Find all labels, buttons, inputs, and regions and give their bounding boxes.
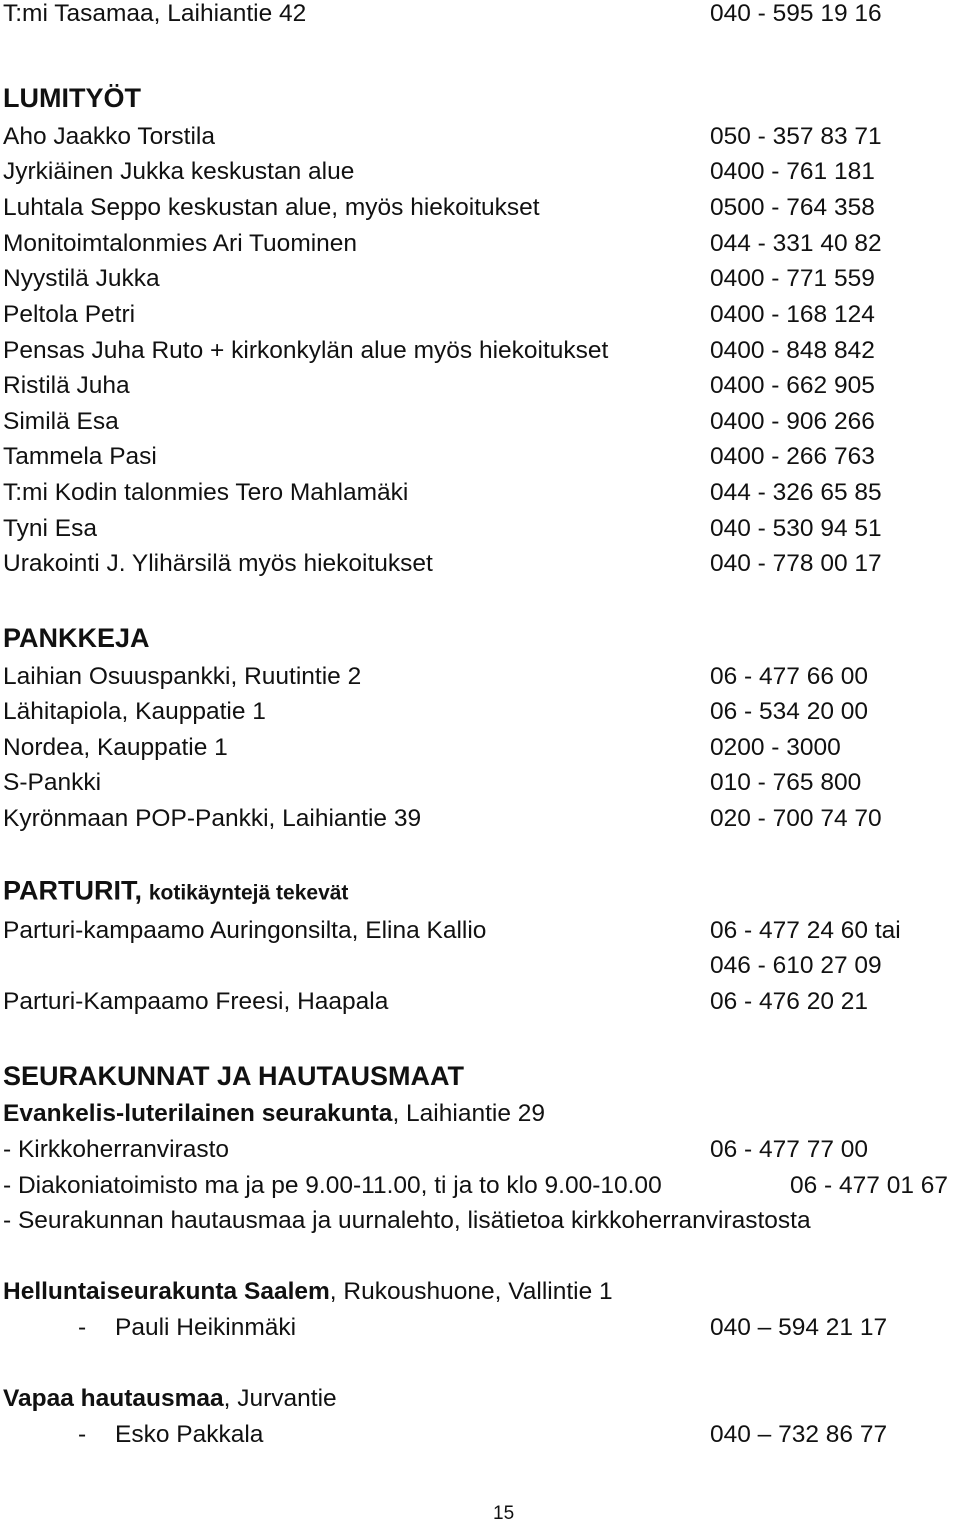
list-item-phone: 06 - 534 20 00 [710, 698, 869, 725]
list-item-phone: 06 - 477 24 60 tai [710, 917, 901, 944]
list-item-phone: 0400 - 848 842 [710, 337, 875, 364]
contact-phone: 040 – 732 86 77 [710, 1421, 888, 1448]
section-heading-lumityot: LUMITYÖT [3, 83, 141, 113]
list-item-phone: 0400 - 771 559 [710, 265, 875, 292]
list-item-phone: 0400 - 761 181 [710, 158, 875, 185]
list-item-phone: 0400 - 168 124 [710, 301, 875, 328]
contact-person: Esko Pakkala [115, 1421, 264, 1448]
list-item-name: S-Pankki [3, 769, 102, 796]
sub-item-phone: 06 - 477 77 00 [710, 1136, 869, 1163]
list-item-name: Similä Esa [3, 408, 119, 435]
bullet-dash: - [78, 1314, 87, 1341]
contact-person: Pauli Heikinmäki [115, 1314, 297, 1341]
section-subheading: kotikäyntejä tekevät [148, 881, 349, 905]
contact-phone: 040 – 594 21 17 [710, 1314, 888, 1341]
section-heading-text: PARTURIT, [3, 875, 142, 906]
list-item-phone: 040 - 530 94 51 [710, 515, 882, 542]
list-item-name: Nyystilä Jukka [3, 265, 160, 292]
list-item-phone: 020 - 700 74 70 [710, 805, 882, 832]
list-item-name: Parturi-Kampaamo Freesi, Haapala [3, 988, 389, 1015]
list-item-name: Nordea, Kauppatie 1 [3, 734, 228, 761]
organization-line [3, 1100, 545, 1128]
organization-name: Helluntaiseurakunta Saalem [3, 1278, 330, 1305]
list-item-name: Pensas Juha Ruto + kirkonkylän alue myös hiekoitukset [3, 337, 609, 364]
list-item-phone: 050 - 357 83 71 [710, 123, 882, 150]
organization-name: Vapaa hautausmaa [3, 1385, 224, 1412]
list-item-name: Lähitapiola, Kauppatie 1 [3, 698, 266, 725]
section-heading-parturit [3, 877, 348, 908]
list-item-name: Luhtala Seppo keskustan alue, myös hiekoitukset [3, 194, 540, 221]
sub-item-text: - Diakoniatoimisto ma ja pe 9.00-11.00, ti ja to klo 9.00-10.00 [3, 1172, 662, 1199]
list-item-phone-secondary: 046 - 610 27 09 [710, 952, 882, 979]
organization-name: Evankelis-luterilainen seurakunta [3, 1100, 393, 1127]
organization-address: , Rukoushuone, Vallintie 1 [329, 1278, 613, 1305]
sub-item-phone: 06 - 477 01 67 [790, 1172, 949, 1199]
list-item-name: Tammela Pasi [3, 443, 157, 470]
organization-line [3, 1278, 613, 1306]
list-item-phone: 040 - 778 00 17 [710, 550, 882, 577]
list-item-name: Urakointi J. Ylihärsilä myös hiekoitukset [3, 550, 433, 577]
list-item-phone: 0400 - 906 266 [710, 408, 875, 435]
list-item-name: Kyrönmaan POP-Pankki, Laihiantie 39 [3, 805, 422, 832]
list-item-phone: 06 - 476 20 21 [710, 988, 869, 1015]
list-item-name: Laihian Osuuspankki, Ruutintie 2 [3, 663, 362, 690]
list-item-phone: 010 - 765 800 [710, 769, 862, 796]
list-item-name: Aho Jaakko Torstila [3, 123, 215, 150]
top-entry-name: T:mi Tasamaa, Laihiantie 42 [3, 0, 307, 27]
sub-item-text: - Seurakunnan hautausmaa ja uurnalehto, lisätietoa kirkkoherranvirastosta [3, 1207, 811, 1234]
organization-address: , Jurvantie [223, 1385, 337, 1412]
sub-item-text: - Kirkkoherranvirasto [3, 1136, 230, 1163]
list-item-phone: 06 - 477 66 00 [710, 663, 869, 690]
list-item-phone: 0400 - 662 905 [710, 372, 875, 399]
list-item-phone: 0200 - 3000 [710, 734, 841, 761]
organization-address: , Laihiantie 29 [392, 1100, 546, 1127]
list-item-phone: 044 - 331 40 82 [710, 230, 882, 257]
list-item-name: Parturi-kampaamo Auringonsilta, Elina Kallio [3, 917, 487, 944]
top-entry-phone: 040 - 595 19 16 [710, 0, 882, 27]
page-number: 15 [493, 1503, 515, 1524]
list-item-name: Jyrkiäinen Jukka keskustan alue [3, 158, 355, 185]
list-item-name: Monitoimtalonmies Ari Tuominen [3, 230, 358, 257]
section-heading-pankkeja: PANKKEJA [3, 623, 150, 653]
list-item-name: Ristilä Juha [3, 372, 130, 399]
list-item-name: T:mi Kodin talonmies Tero Mahlamäki [3, 479, 409, 506]
list-item-phone: 0500 - 764 358 [710, 194, 875, 221]
section-heading-seurakunnat: SEURAKUNNAT JA HAUTAUSMAAT [3, 1061, 464, 1091]
list-item-name: Tyni Esa [3, 515, 97, 542]
list-item-name: Peltola Petri [3, 301, 136, 328]
bullet-dash: - [78, 1421, 87, 1448]
list-item-phone: 0400 - 266 763 [710, 443, 875, 470]
organization-line [3, 1385, 337, 1413]
list-item-phone: 044 - 326 65 85 [710, 479, 882, 506]
